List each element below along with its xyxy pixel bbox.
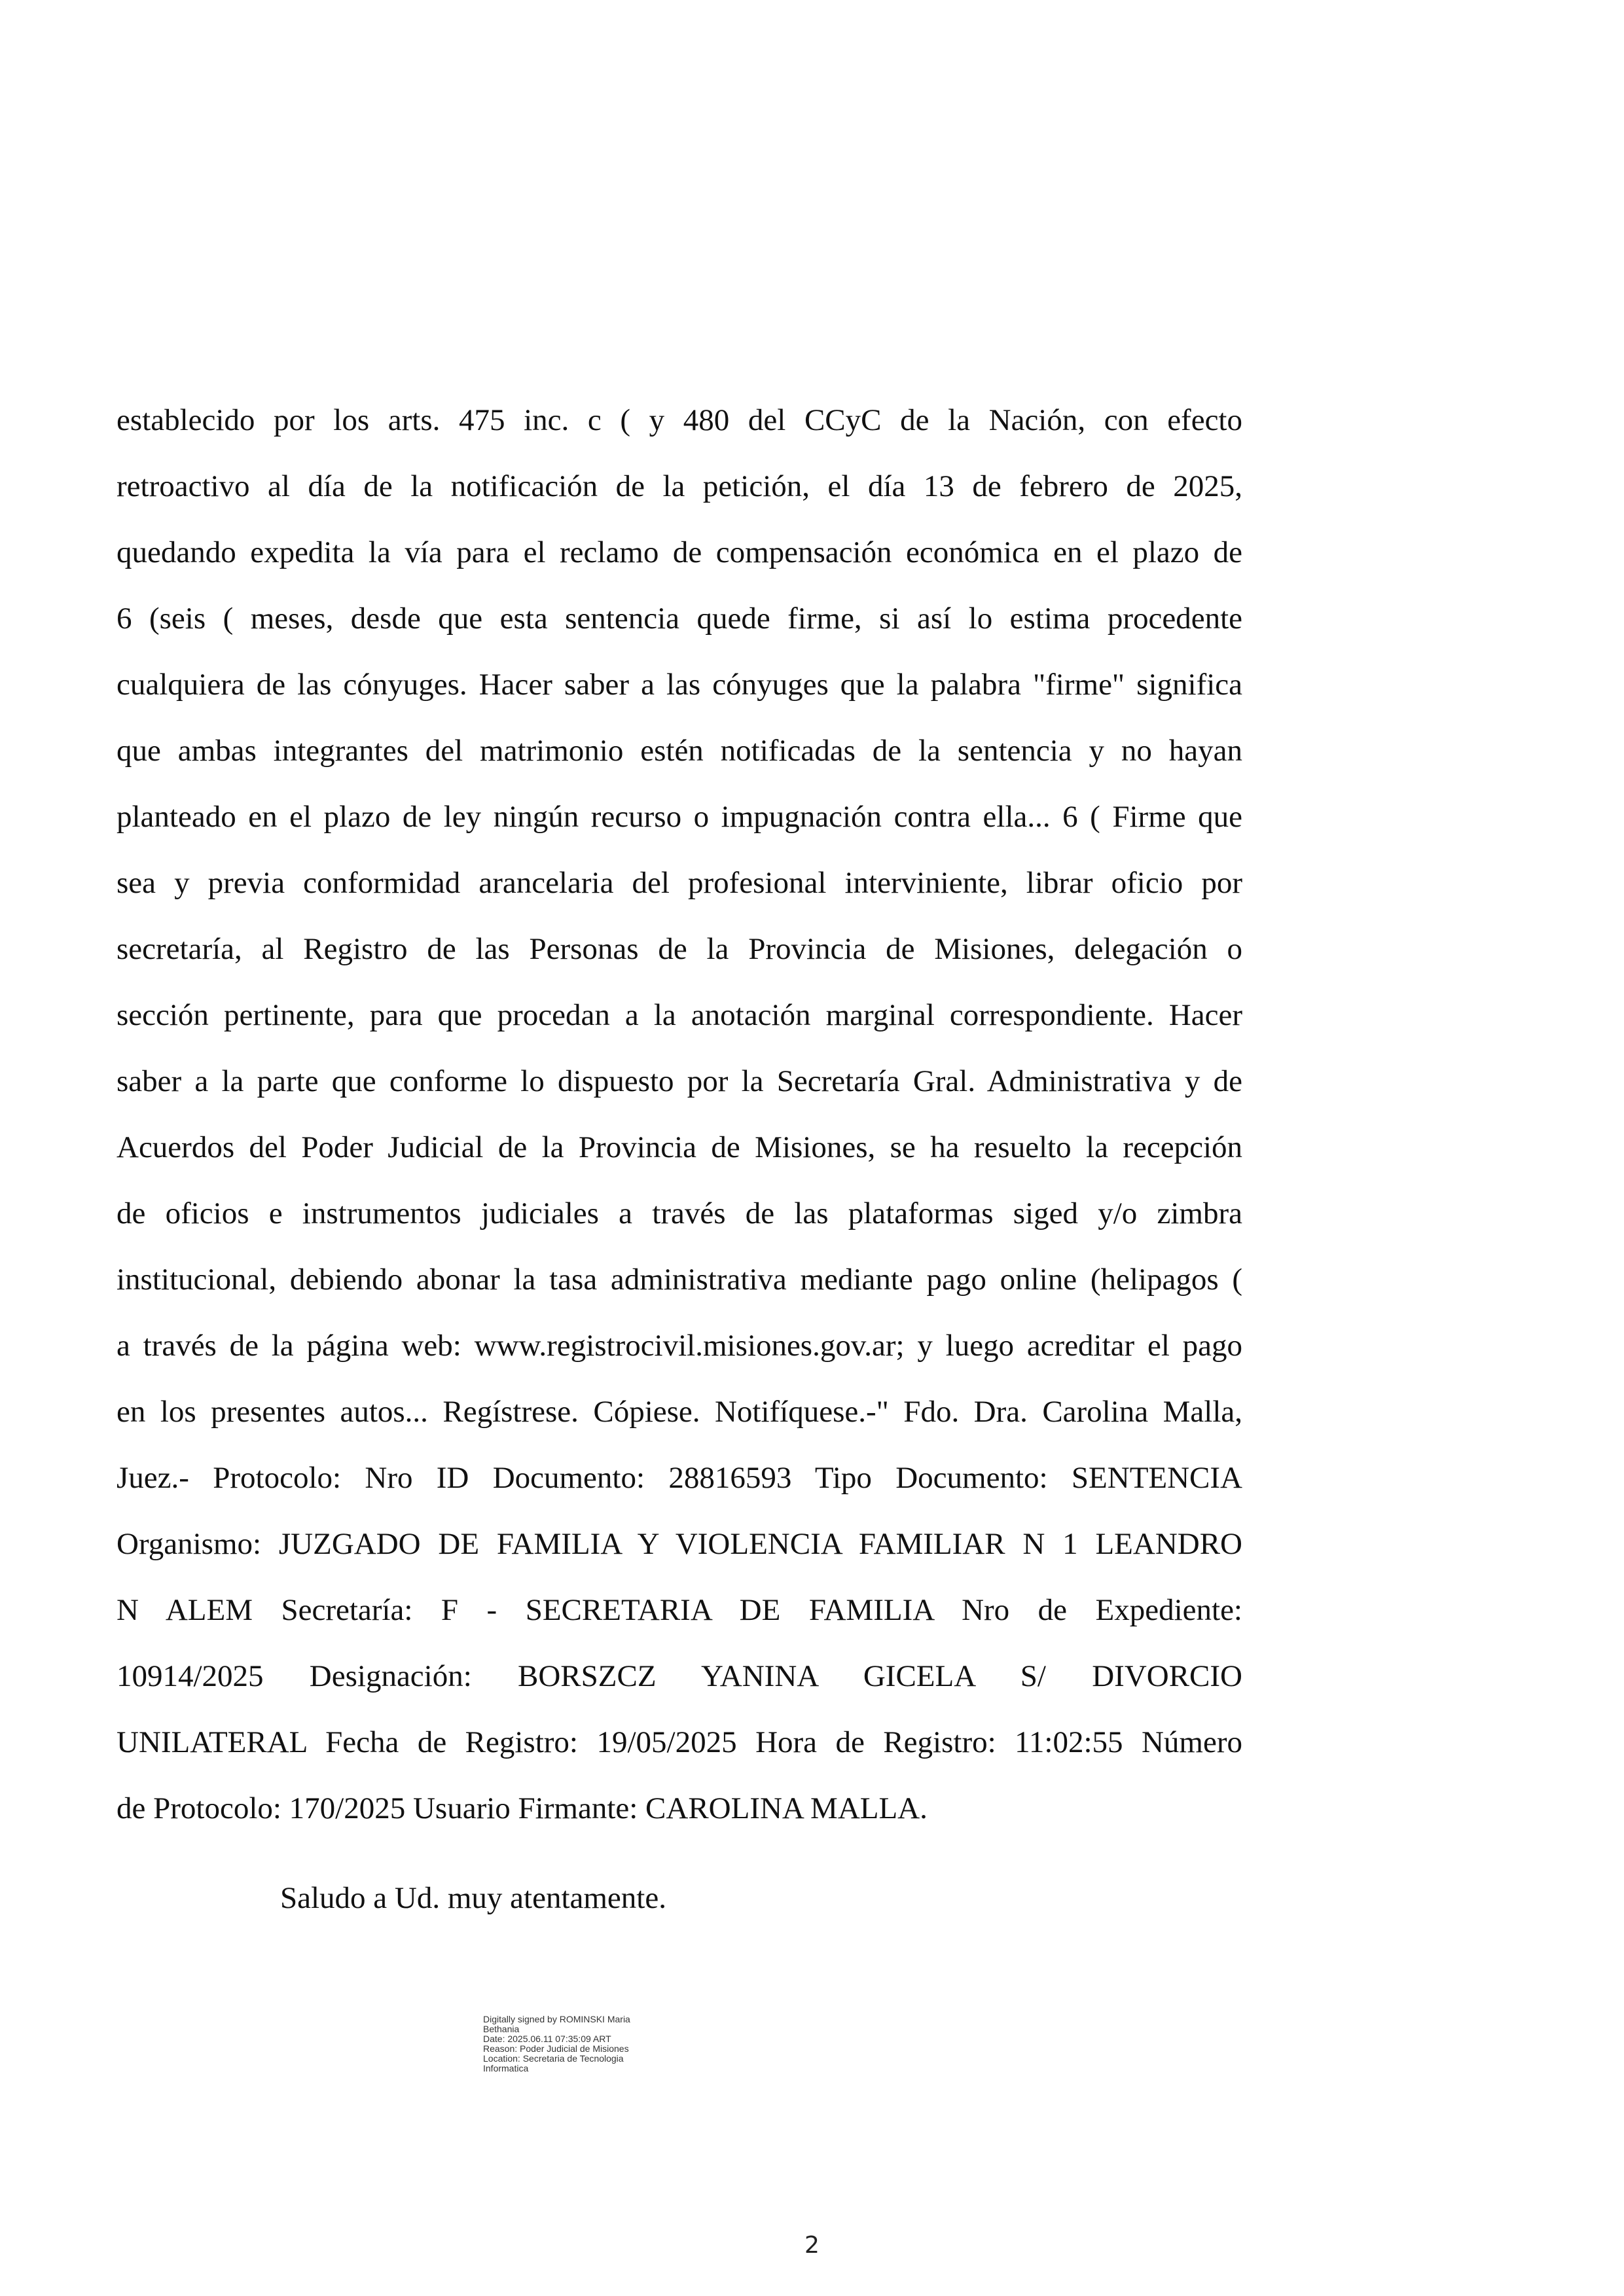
digital-signature-block	[483, 2015, 630, 2073]
text-line: Acuerdos del Poder Judicial de la Provincia de Misiones, se ha resuelto la recepción	[117, 1130, 1242, 1164]
signature-line: Bethania	[483, 2024, 520, 2034]
body-paragraph	[117, 387, 1242, 1842]
signature-line: Reason: Poder Judicial de Misiones	[483, 2043, 629, 2054]
text-line: Juez.- Protocolo: Nro ID Documento: 28816593 Tipo Documento: SENTENCIA	[117, 1461, 1242, 1495]
text-line: de oficios e instrumentos judiciales a través de las plataformas siged y/o zimbra	[117, 1196, 1242, 1230]
text-line: 10914/2025 Designación: BORSZCZ YANINA GICELA S/ DIVORCIO	[117, 1659, 1242, 1693]
text-line: establecido por los arts. 475 inc. c ( y 480 del CCyC de la Nación, con efecto	[117, 403, 1242, 437]
text-line: institucional, debiendo abonar la tasa administrativa mediante pago online (helipagos (	[117, 1263, 1242, 1297]
text-line: retroactivo al día de la notificación de la petición, el día 13 de febrero de 2025,	[117, 469, 1242, 503]
text-line: N ALEM Secretaría: F - SECRETARIA DE FAMILIA Nro de Expediente:	[117, 1593, 1242, 1627]
signature-line: Informatica	[483, 2063, 529, 2073]
text-line: UNILATERAL Fecha de Registro: 19/05/2025 Hora de Registro: 11:02:55 Número	[117, 1725, 1242, 1759]
text-line: sección pertinente, para que procedan a la anotación marginal correspondiente. Hacer	[117, 998, 1242, 1032]
closing-salutation: Saludo a Ud. muy atentamente.	[280, 1881, 666, 1915]
text-line: planteado en el plazo de ley ningún recurso o impugnación contra ella... 6 ( Firme que	[117, 800, 1242, 834]
text-line: que ambas integrantes del matrimonio estén notificadas de la sentencia y no hayan	[117, 734, 1242, 768]
text-line: sea y previa conformidad arancelaria del profesional interviniente, librar oficio por	[117, 866, 1242, 900]
text-line: cualquiera de las cónyuges. Hacer saber a las cónyuges que la palabra "firme" significa	[117, 668, 1242, 702]
text-line: secretaría, al Registro de las Personas de la Provincia de Misiones, delegación o	[117, 932, 1242, 966]
signature-line: Location: Secretaria de Tecnologia	[483, 2053, 624, 2064]
text-line: de Protocolo: 170/2025 Usuario Firmante: CAROLINA MALLA.	[117, 1791, 928, 1825]
text-line: en los presentes autos... Regístrese. Cópiese. Notifíquese.-" Fdo. Dra. Carolina Malla,	[117, 1395, 1242, 1429]
text-line: Organismo: JUZGADO DE FAMILIA Y VIOLENCIA FAMILIAR N 1 LEANDRO	[117, 1527, 1242, 1561]
text-line: 6 (seis ( meses, desde que esta sentencia quede firme, si así lo estima procedente	[117, 601, 1242, 636]
signature-line: Date: 2025.06.11 07:35:09 ART	[483, 2034, 611, 2044]
page-number: 2	[804, 2232, 820, 2259]
text-line: a través de la página web: www.registrocivil.misiones.gov.ar; y luego acreditar el pago	[117, 1329, 1242, 1363]
signature-line: Digitally signed by ROMINSKI Maria	[483, 2014, 630, 2024]
text-line: saber a la parte que conforme lo dispuesto por la Secretaría Gral. Administrativa y de	[117, 1064, 1242, 1098]
text-line: quedando expedita la vía para el reclamo de compensación económica en el plazo de	[117, 535, 1242, 569]
